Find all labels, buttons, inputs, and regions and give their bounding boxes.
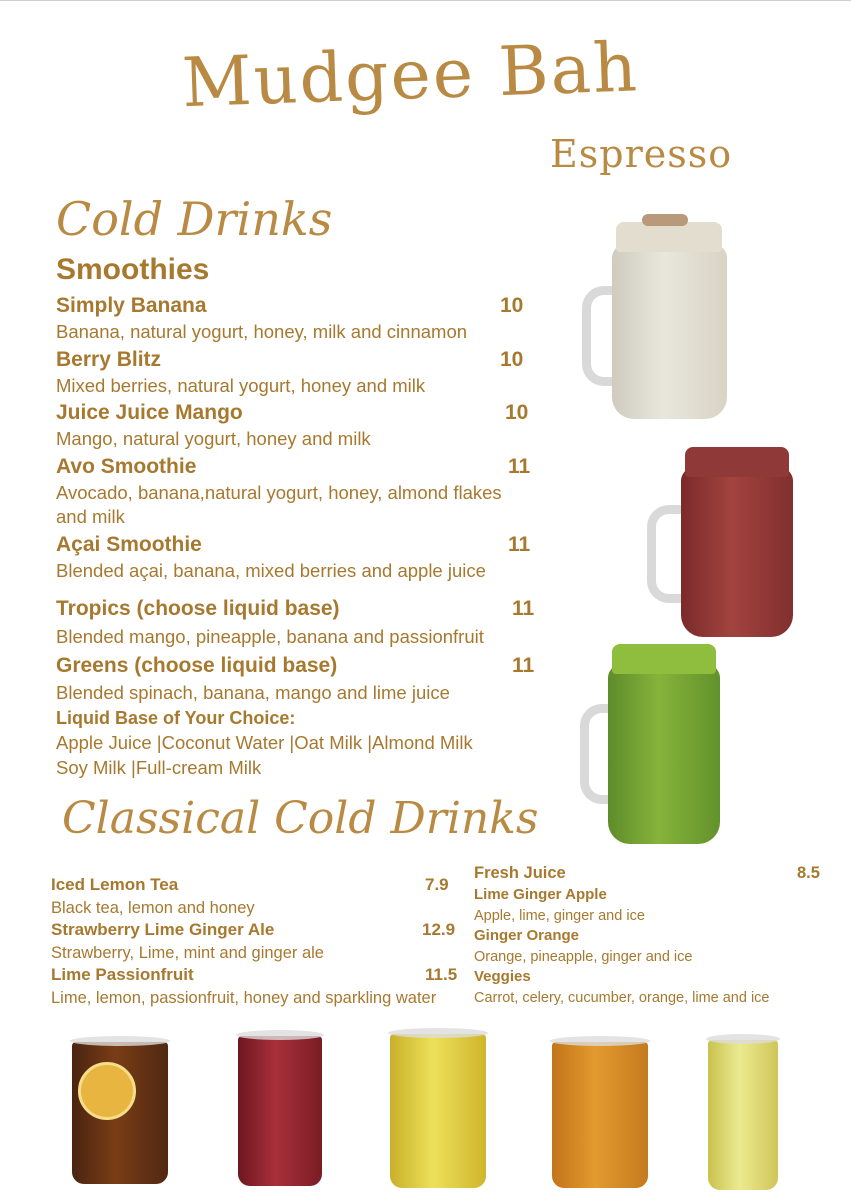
- menu-item-description: Carrot, celery, cucumber, orange, lime and ice: [474, 990, 770, 1006]
- menu-item-name: Simply Banana: [56, 294, 207, 317]
- menu-item-name: Berry Blitz: [56, 348, 162, 371]
- classical-cold-drinks-title: Classical Cold Drinks: [62, 793, 539, 844]
- menu-item-description: Banana, natural yogurt, honey, milk and cinnamon: [56, 321, 468, 342]
- menu-item-name: Lime Passionfruit: [51, 965, 194, 984]
- green-smoothie-image: [578, 642, 723, 847]
- menu-item-price: 11: [512, 654, 535, 677]
- menu-item-description: Avocado, banana,natural yogurt, honey, almond flakes and milk: [56, 482, 502, 527]
- brand-subtitle: Espresso: [550, 132, 733, 176]
- menu-item-price: 11: [508, 455, 531, 478]
- menu-item-name: Veggies: [474, 968, 531, 985]
- top-divider: [0, 0, 851, 1]
- brand-title: Mudgee Bah: [180, 28, 641, 124]
- fresh-juice-name: Fresh Juice: [474, 864, 566, 882]
- lime-passionfruit-image: [390, 1034, 486, 1188]
- menu-item-description: Blended açai, banana, mixed berries and apple juice: [56, 560, 486, 581]
- menu-item-description: Black tea, lemon and honey: [51, 899, 255, 917]
- menu-item-name: Tropics (choose liquid base): [56, 597, 340, 620]
- menu-item-description: Apple, lime, ginger and ice: [474, 908, 645, 924]
- menu-item-description: Orange, pineapple, ginger and ice: [474, 949, 693, 965]
- iced-lemon-tea-image: [72, 1042, 168, 1184]
- strawberry-ginger-ale-image: [238, 1036, 322, 1186]
- menu-item-name: Greens (choose liquid base): [56, 654, 338, 677]
- menu-item-description: Strawberry, Lime, mint and ginger ale: [51, 944, 324, 962]
- liquid-base-title: Liquid Base of Your Choice:: [56, 708, 296, 728]
- menu-item-name: Strawberry Lime Ginger Ale: [51, 920, 275, 939]
- banana-smoothie-image: [580, 208, 730, 423]
- menu-item-price: 10: [500, 294, 524, 317]
- fresh-juice-price: 8.5: [797, 864, 820, 882]
- menu-item-price: 11: [512, 597, 535, 620]
- liquid-base-options-line2: Soy Milk |Full-cream Milk: [56, 757, 262, 778]
- menu-item-description: Mango, natural yogurt, honey and milk: [56, 428, 371, 449]
- liquid-base-options-line1: Apple Juice |Coconut Water |Oat Milk |Almond Milk: [56, 732, 473, 753]
- menu-item-name: Avo Smoothie: [56, 455, 197, 478]
- menu-item-price: 10: [500, 348, 524, 371]
- menu-item-description: Lime, lemon, passionfruit, honey and sparkling water: [51, 989, 437, 1007]
- orange-juice-image: [552, 1042, 648, 1188]
- menu-item-price: 10: [505, 401, 529, 424]
- smoothies-heading: Smoothies: [56, 253, 210, 286]
- menu-item-description: Mixed berries, natural yogurt, honey and milk: [56, 375, 426, 396]
- menu-item-price: 7.9: [425, 875, 449, 894]
- menu-item-price: 11.5: [425, 965, 458, 984]
- berry-smoothie-image: [645, 445, 795, 640]
- menu-item-name: Iced Lemon Tea: [51, 875, 179, 894]
- menu-item-name: Ginger Orange: [474, 927, 580, 944]
- apple-juice-image: [708, 1040, 778, 1190]
- menu-item-price: 11: [508, 533, 531, 556]
- menu-item-name: Açai Smoothie: [56, 533, 202, 556]
- menu-item-description: Blended spinach, banana, mango and lime juice: [56, 682, 450, 703]
- menu-item-name: Lime Ginger Apple: [474, 886, 607, 903]
- cold-drinks-title: Cold Drinks: [56, 192, 333, 246]
- menu-item-description: Blended mango, pineapple, banana and passionfruit: [56, 626, 484, 647]
- menu-item-name: Juice Juice Mango: [56, 401, 243, 424]
- menu-item-price: 12.9: [422, 920, 456, 939]
